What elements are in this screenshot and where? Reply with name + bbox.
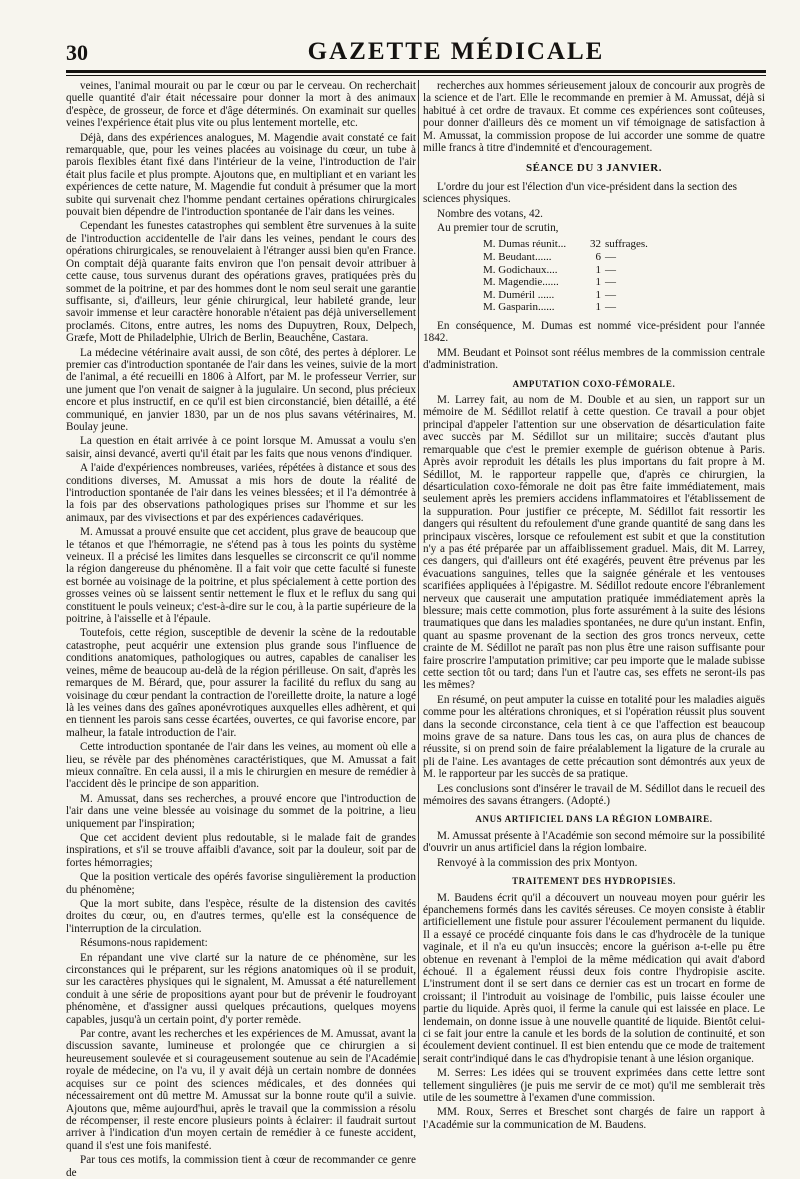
page-number: 30 bbox=[66, 40, 88, 65]
paragraph: Toutefois, cette région, susceptible de devenir la scène de la redoutable catastrophe, peut acquérir une extension plus grande sous l'influence de conditions anatomiques, pathologiques ou autres, capables de canaliser les veines, même de beaucoup au-delà de la région périlleuse. On sait, d'après les remarques de M. Bérard, que, pour assurer la facilité du reflux du sang au voisinage du cœur pendant la contraction de l'oreillette droite, la nature a logé là les veines dans des gaînes aponévrotiques auxquelles elles adhèrent, et qui en tiennent les parois sans cesse écartées, ouvertes, ce qui favorise encore, par malheur, la fatale introduction de l'air. bbox=[66, 627, 416, 739]
section-anus bbox=[423, 830, 765, 869]
paragraph: M. Baudens écrit qu'il a découvert un nouveau moyen pour guérir les épanchemens formés dans les cavités séreuses. Ce moyen consiste à établir artificiellement une fistule pour assurer l'écoulement permanent du liquide. Il a essayé ce procédé cinquante fois dans le cas d'hydrocèle de la tunique vaginale, et il n'a eu qu'un insuccès; encore la guérison a-t-elle pu être obtenue en revenant à l'emploi de la même médication qui avait d'abord échoué. Il a également réussi deux fois contre l'hydropisie ascite. L'instrument dont il se sert dans ce dernier cas est un trocart en forme de croissant; il l'introduit au voisinage de l'ombilic, puis laisse écouler une partie du liquide. Après quoi, il ferme la canule qui est laissée en place. Le lendemain, on donne issue à une nouvelle quantité de liquide. Bientôt celui-ci se fait jour entre la canule et les bords de la solution de continuité, et son écoulement devient continuel. Il est bien entendu que ce mode de traitement serait contr'indiqué dans le cas d'hydropisie tenant à une lésion organique. bbox=[423, 891, 765, 1065]
vote-candidate: M. Gasparin...... bbox=[483, 301, 555, 314]
vote-row bbox=[483, 289, 765, 302]
vote-row bbox=[483, 301, 765, 314]
paragraph: En résumé, on peut amputer la cuisse en totalité pour les maladies aiguës comme pour les altérations chroniques, et si l'opération réussit plus souvent dans la seconde circonstance, cela tient à ce que l'affection est beaucoup moins grave de sa nature. Dans tous les cas, on aura plus de chances de réussite, si on prend soin de faire préalablement la ligature de la crurale au pli de l'aine. Les avantages de cette précaution sont démontrés aux yeux de M. le rapporteur par les succès de sa pratique. bbox=[423, 693, 765, 781]
paragraph: Au premier tour de scrutin, bbox=[437, 222, 559, 235]
paragraph: Les conclusions sont d'insérer le travail de M. Sédillot dans le recueil des mémoires des savans étrangers. (Adopté.) bbox=[423, 782, 765, 808]
paragraph: MM. Beudant et Poinsot sont réélus membres de la commission centrale d'administration. bbox=[423, 346, 765, 372]
seance-result bbox=[423, 320, 765, 372]
section-heading-anus: ANUS ARTIFICIEL DANS LA RÉGION LOMBAIRE. bbox=[475, 814, 713, 825]
vote-row bbox=[483, 276, 765, 289]
paragraph: Cette introduction spontanée de l'air dans les veines, au moment où elle a lieu, se révèle par des phénomènes caractéristiques, que M. Amussat a fait mieux connaître. En cela aussi, il a mis le chirurgien en mesure de remédier à l'accident dès le principe de son apparition. bbox=[66, 741, 416, 791]
paragraph: M. Amussat, dans ses recherches, a prouvé encore que l'introduction de l'air dans une veine blessée au voisinage du sommet de la poitrine, a lieu uniquement par l'inspiration; bbox=[66, 792, 416, 830]
paragraph: M. Serres: Les idées qui se trouvent exprimées dans cette lettre sont tellement singulières (je puis me servir de ce mot) qu'il me semblerait très utile de les soumettre à l'examen d'une commission. bbox=[423, 1067, 765, 1104]
paragraph: Que la mort subite, dans l'espèce, résulte de la distension des cavités droites du cœur, ou, en d'autres termes, qu'elle est la conséquence de l'interruption de la circulation. bbox=[66, 898, 416, 935]
right-intro bbox=[423, 80, 765, 154]
seance-heading: SÉANCE DU 3 JANVIER. bbox=[526, 162, 662, 175]
vote-unit: suffrages. bbox=[605, 238, 648, 251]
vote-count: 32 bbox=[590, 238, 601, 251]
section-hydropisies bbox=[423, 892, 765, 1132]
paragraph: En répandant une vive clarté sur la nature de ce phénomène, sur les circonstances qui le préparent, sur les régions anatomiques où il se produit, sur les caractères physiques qui le signalent, M. Amussat a été naturellement conduit à une série de propositions ayant pour but de prévenir le foudroyant phénomène, et d'assigner aussi quelques précautions, quelques moyens capables, jusqu'à un certain point, d'y porter remède. bbox=[66, 951, 416, 1026]
vote-count: 1 bbox=[595, 301, 601, 314]
header-rule-thick bbox=[66, 70, 766, 73]
paragraph: L'ordre du jour est l'élection d'un vice-président dans la section des sciences physiques. bbox=[423, 180, 737, 206]
paragraph: M. Amussat a prouvé ensuite que cet accident, plus grave de beaucoup que le tétanos et que l'hémorragie, ne s'étend pas à tous les points du système veineux. Il a précisé les limites dans lesquelles se circonscrit ce qu'il nomme la région dangereuse du phénomène. Il a fait voir que cette faculté si funeste est bornée au voisinage de la poitrine, et plus spécialement à cette portion des grosses veines où se laissent sentir nettement le flux et le reflux du sang qui constituent le pouls veineux; c'est-à-dire sur le cou, à la partie supérieure de la poitrine, à l'aisselle et à l'épaule. bbox=[66, 526, 416, 626]
paragraph: MM. Roux, Serres et Breschet sont chargés de faire un rapport à l'Académie sur la communication de M. Baudens. bbox=[423, 1106, 765, 1131]
seance-intro bbox=[423, 181, 765, 235]
journal-title: GAZETTE MÉDICALE bbox=[307, 38, 605, 65]
right-column bbox=[423, 80, 765, 1131]
vote-unit: — bbox=[605, 251, 616, 264]
vote-row bbox=[483, 251, 765, 264]
vote-candidate: M. Godichaux.... bbox=[483, 263, 558, 276]
vote-unit: — bbox=[605, 301, 616, 314]
vote-unit: — bbox=[605, 276, 616, 289]
vote-count: 6 bbox=[595, 251, 601, 264]
paragraph: M. Larrey fait, au nom de M. Double et au sien, un rapport sur un mémoire de M. Sédillot relatif à cette question. Ce travail a pour objet principal d'appeler l'attention sur une observation de désarticulation faite avec succès par M. Sédillot sur un militaire; succès d'autant plus remarquable que c'est le premier exemple de guérison obtenue à Paris. Après avoir reproduit les détails les plus importans du fait propre à M. Sédillot, M. le rapporteur rappelle que, d'après ce chirurgien, la désarticulation coxo-fémorale ne doit pas être faite immédiatement, mais seulement après les premiers accidens inflammatoires et l'établissement de la suppuration. Pour justifier ce précepte, M. Sédillot fait ressortir les dangers qui résultent du refoulement d'une grande quantité de sang dans les principaux viscères, lorsque ce refoulement est subit et que la constitution n'y a pas été préparée par un affaiblissement graduel. Mais, dit M. Larrey, ces dangers, qui d'ailleurs ont été exagérés, peuvent être prévenus par les évacuations sanguines, telles que la saignée générale et les ventouses scarifiées appliquées à l'épigastre. M. Sédillot redoute encore l'ébranlement nerveux que causerait une amputation pratiquée immédiatement après la blessure; mais cette commotion, plus forte assurément à la suite des lésions traumatiques que dans les maladies spontanées, ne dure qu'un instant. Enfin, quant au spasme provenant de la section des gros troncs nerveux, cette crainte de M. Sédillot ne paraît pas non plus être une raison suffisante pour faire proscrire l'amputation primitive; car peu importe que le malade subisse cette section tôt ou tard; dans l'un et l'autre cas, ses effets ne seront-ils pas les mêmes? bbox=[423, 394, 765, 692]
paragraph: Résumons-nous rapidement: bbox=[80, 937, 208, 950]
vote-candidate: M. Duméril ...... bbox=[483, 288, 555, 301]
left-column bbox=[66, 80, 416, 1179]
section-amputation bbox=[423, 394, 765, 807]
vote-unit: — bbox=[605, 263, 616, 276]
vote-count: 1 bbox=[595, 263, 601, 276]
masthead bbox=[66, 38, 766, 70]
paragraph: Par contre, avant les recherches et les expériences de M. Amussat, avant la discussion savante, lumineuse et prolongée que ce chirurgien a si heureusement soulevée et si courageusement soutenue au sein de l'Académie royale de médecine, on l'a vu, il y avait déjà un certain nombre de données acquises sur ce point des sciences médicales, et des données qui nécessairement ont dû mettre M. Amussat sur la bonne route qu'il a suivie. Ajoutons que, même aujourd'hui, après le travail que la commission a résolu de récompenser, il reste encore plusieurs points à éclairer: il faudrait surtout arriver à l'indication d'un moyen certain de remédier à ce funeste accident, quand il s'est une fois manifesté. bbox=[66, 1028, 416, 1152]
paragraph: Par tous ces motifs, la commission tient à cœur de recommander ce genre de bbox=[66, 1154, 416, 1179]
vote-unit: — bbox=[605, 288, 616, 301]
vote-candidate: M. Magendie...... bbox=[483, 276, 559, 289]
paragraph: Que cet accident devient plus redoutable, si le malade fait de grandes inspirations, et s'il se trouve affaibli d'avance, soit par la douleur, soit par de fortes hémorragies; bbox=[66, 831, 416, 869]
paragraph: A l'aide d'expériences nombreuses, variées, répétées à distance et sous des conditions diverses, M. Amussat a mis hors de doute la réalité de l'introduction spontanée de l'air dans les veines blessées; et il l'a démontrée à la fois par des observations pathologiques prises sur l'homme et sur les animaux, par des vivisections et par des expériences cadavériques. bbox=[66, 462, 416, 524]
vote-row bbox=[483, 264, 765, 277]
vote-candidate: M. Beudant...... bbox=[483, 251, 552, 264]
vote-count: 1 bbox=[595, 276, 601, 289]
header-rule-thin bbox=[66, 75, 766, 76]
column-divider bbox=[418, 80, 419, 1065]
paragraph: Cependant les funestes catastrophes qui semblent être survenues à la suite de l'introduction accidentelle de l'air dans les veines, pendant le cours des opérations chirurgicales, se renouvelaient à l'étranger aussi bien qu'en France. On comptait déjà quarante faits environ que l'on pensait devoir attribuer à cette cause, tous survenus durant des opérations graves, pratiquées près du sommet de la poitrine, et par des hommes dont le nom seul serait une garantie suffisante, si, d'ailleurs, leur génie chirurgical, leur habileté grande, leur savoir immense et leur caractère honorable n'étaient pas déjà universellement proclamés. Citons, entre autres, les noms des Dupuytren, Roux, Delpech, Græfe, Mott de Philadelphie, Ulrich de Berlin, Beauchêne, Castara. bbox=[66, 220, 416, 345]
paragraph: veines, l'animal mourait ou par le cœur ou par le cerveau. On recherchait quelle quantité d'air était nécessaire pour donner la mort à des animaux d'espèce, de grosseur, de force et d'âge déterminés. On examinait sur quelles veines l'expérience était plus vite ou plus lentement mortelle, etc. bbox=[66, 80, 416, 130]
paragraph: La médecine vétérinaire avait aussi, de son côté, des pertes à déplorer. Le premier cas d'introduction spontanée de l'air dans les veines, suivie de la mort de l'animal, a été recueilli en 1806 à Alfort, par M. le professeur Verrier, sur une jument que l'on venait de saigner à la jugulaire. Un second, plus précieux encore et plus instructif, en ce qu'il est bien circonstancié, bien détaillé, a été communiqué, en janvier 1830, par un de nos plus savans vétérinaires, M. Boulay jeune. bbox=[66, 346, 416, 433]
vote-table bbox=[483, 238, 765, 314]
paragraph: La question en était arrivée à ce point lorsque M. Amussat a voulu s'en saisir, ainsi devancé, averti qu'il était par les faits que nous venons d'indiquer. bbox=[66, 435, 416, 460]
paragraph: En conséquence, M. Dumas est nommé vice-président pour l'année 1842. bbox=[423, 320, 765, 345]
paragraph: Que la position verticale des opérés favorise singulièrement la production du phénomène; bbox=[66, 871, 416, 896]
section-heading-hydropisies: TRAITEMENT DES HYDROPISIES. bbox=[512, 876, 676, 887]
vote-row bbox=[483, 238, 765, 251]
paragraph: recherches aux hommes sérieusement jaloux de concourir aux progrès de la science et de l'art. Elle le recommande en premier à M. Amussat, déjà si habitué à cet ordre de travaux. Et comme ces expériences sont coûteuses, pour donner d'ailleurs dès ce moment un vif témoignage de satisfaction à M. Amussat, la commission propose de lui accorder une somme de quatre mille francs à titre d'indemnité et d'encouragement. bbox=[423, 80, 765, 155]
paragraph: Nombre des votans, 42. bbox=[437, 207, 543, 220]
paragraph: Renvoyé à la commission des prix Montyon. bbox=[437, 856, 638, 869]
vote-candidate: M. Dumas réunit... bbox=[483, 238, 567, 251]
paragraph: M. Amussat présente à l'Académie son second mémoire sur la possibilité d'ouvrir un anus artificiel dans la région lombaire. bbox=[423, 829, 765, 855]
section-heading-amputation: AMPUTATION COXO-FÉMORALE. bbox=[512, 378, 676, 389]
vote-count: 1 bbox=[595, 288, 601, 301]
paragraph: Déjà, dans des expériences analogues, M. Magendie avait constaté ce fait remarquable, que, pour les veines placées au voisinage du cœur, un tube à parois flexibles étant fixé dans l'intérieur de la veine, l'introduction de l'air était plus facile et plus prompte. Ajoutons que, en multipliant et en variant les expériences de cette nature, M. Magendie fut conduit à présumer que la mort subite qui survenait chez l'homme pendant certaines opérations chirurgicales pouvait bien dépendre de l'introduction spontanée de l'air dans les veines. bbox=[66, 131, 416, 219]
